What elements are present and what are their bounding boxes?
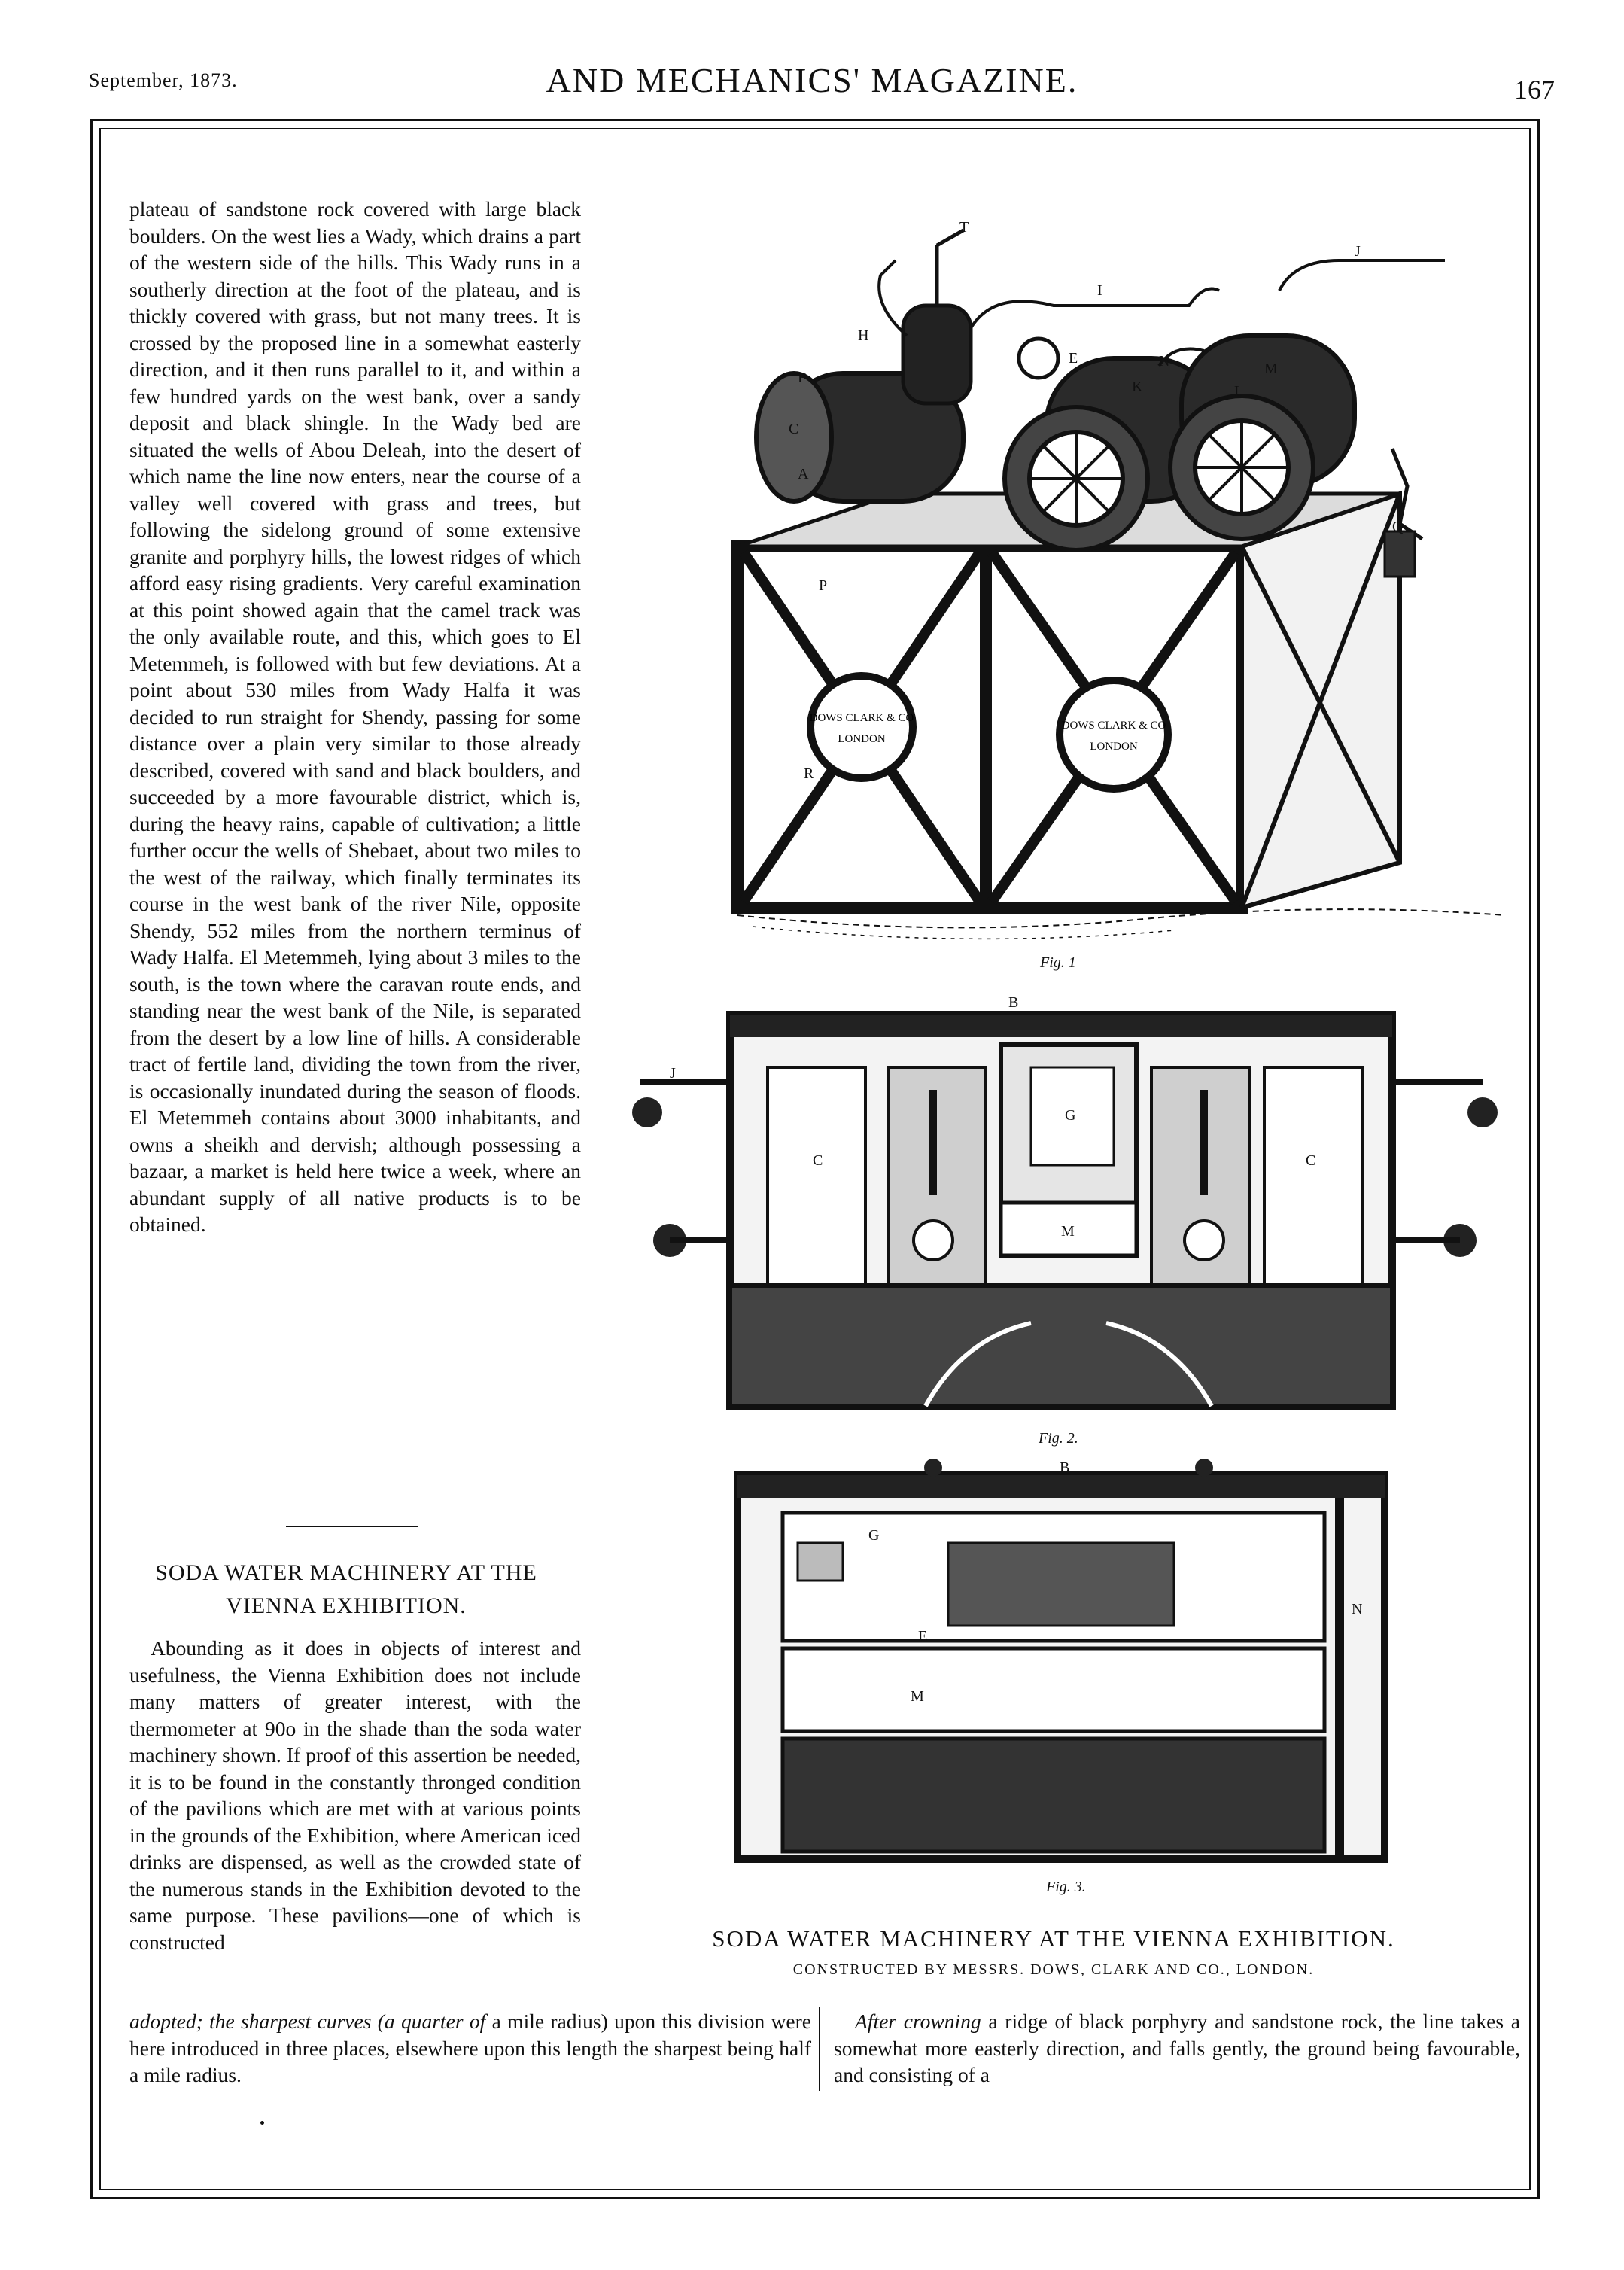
figure-1-letter-h: H (858, 327, 869, 344)
figure-2-letter-b: B (1008, 994, 1019, 1011)
figure-1-letter-p: P (819, 577, 828, 594)
figure-3-letter-n: N (1352, 1601, 1363, 1617)
figure-1-letter-f: F (798, 370, 807, 386)
bottom-left-rest: a mile radius) upon this division were here introduced in three places, elsewhere upon this length the sharpest being half a mile radius. (129, 2010, 811, 2086)
bottom-right-text (834, 2008, 1520, 2089)
figure-1-label: Fig. 1 (1040, 954, 1076, 971)
bottom-right-paragraph (834, 2008, 1520, 2089)
figure-1-letter-n: N (1159, 353, 1170, 370)
bottom-left-paragraph (129, 2008, 811, 2089)
figure-3-letter-m: M (911, 1688, 924, 1705)
figure-1-plate-right-city: LONDON (1090, 741, 1138, 753)
figure-2-label: Fig. 2. (1039, 1430, 1078, 1447)
page-header (0, 60, 1624, 113)
figure-1-plate-left-city: LONDON (838, 733, 886, 745)
figure-1-letter-m: M (1264, 361, 1278, 377)
figure-1-plate-left: DOWS CLARK & CO (809, 712, 914, 724)
figure-1-letter-l: L (1234, 383, 1244, 400)
article-title (105, 1556, 587, 1623)
section-divider (286, 1526, 418, 1527)
figure-subcaption: CONSTRUCTED BY MESSRS. DOWS, CLARK AND CO., LONDON. (792, 1961, 1315, 1978)
column-divider (819, 2007, 820, 2091)
figure-3-label: Fig. 3. (1046, 1879, 1086, 1895)
bottom-right-italic: After crowning (855, 2010, 981, 2033)
figure-1-letter-r: R (804, 765, 814, 782)
left-column (129, 196, 581, 1238)
figure-1-illustration (722, 215, 1520, 975)
figure-1-letter-a: A (798, 466, 809, 482)
page-number: 167 (1514, 75, 1555, 105)
figure-1-letter-t: T (959, 219, 969, 236)
figure-1-letter-q: Q (1392, 519, 1404, 535)
header-date: September, 1873. (89, 69, 238, 91)
figure-3-letter-e: E (918, 1628, 928, 1645)
figure-1-letter-e: E (1069, 350, 1078, 367)
bottom-right-rest: a ridge of black porphyry and sandstone rock, the line takes a somewhat more easterly direction, and falls gently, the ground being favourable, and consisting of a (834, 2010, 1520, 2086)
figure-1-letter-c: C (789, 421, 799, 437)
figure-1-letter-i: I (1097, 282, 1102, 299)
article-paragraph: Abounding as it does in objects of interest and usefulness, the Vienna Exhibition does not include many matters of greater interest, with the thermometer at 90o in the shade than the soda water machinery shown. If proof of this assertion be needed, it is to be found in the constantly thronged condition of the pavilions which are met with at various points in the grounds of the Exhibition, where American iced drinks are dispensed, as well as the crowded state of the numerous stands in the Exhibition devoted to the same purpose. These pavilions—one of which is constructed (129, 1636, 581, 1954)
figure-1-letter-j: J (1355, 243, 1361, 260)
bottom-left-text (129, 2008, 811, 2089)
figure-2-illustration (610, 984, 1520, 1436)
figure-2-letter-c-right: C (1306, 1152, 1316, 1169)
article-title-line2: VIENNA EXHIBITION. (226, 1593, 467, 1618)
figure-3-letter-b: B (1060, 1459, 1070, 1476)
figure-1-letter-k: K (1132, 379, 1143, 395)
article-title-line1: SODA WATER MACHINERY AT THE (155, 1560, 537, 1585)
left-column-text: plateau of sandstone rock covered with large black boulders. On the west lies a Wady, which drains a part of the western side of the hills. This Wady runs in a southerly direction at the foot of the plateau, and is thickly covered with grass, but not many trees. It is crossed by the proposed line in a somewhat easterly direction, and it then runs parallel to it, and within a few hundred yards on the west bank, over a sandy deposit and black shingle. In the Wady bed are situated the wells of Abou Deleah, into the desert of which name the line now enters, near the course of a valley well covered with grass and trees, but following the sidelong ground of some extensive granite and porphyry hills, the lowest ridges of which afford easy rising gradients. Very careful examination at this point showed again that the camel track was the only available route, and this, which goes to El Metemmeh, is followed with but few deviations. At a point about 530 miles from Wady Halfa it was decided to run straight for Shendy, passing for some distance over a plain very similar to those already described, covered with sand and black boulders, and succeeded by a more favourable district, which is, during the heavy rains, capable of cultivation; a little further occur the wells of Shebaet, about two miles to the west of the railway, which finally terminates its course in the west bank of the river Nile, opposite Shendy, 552 miles from the northern terminus of Wady Halfa. El Metemmeh, lying about 3 miles to the south, is the town where the caravan route ends, and standing near the west bank of the Nile, is separated from the desert by a low line of hills. A considerable tract of fertile land, dividing the town from the river, is occasionally inundated during the season of floods. El Metemmeh contains about 3000 inhabitants, and owns a sheikh and dervish; although possessing a bazaar, a market is held here twice a week, where an abundant supply of all native products is to be obtained. (129, 197, 581, 1236)
figure-3-illustration (722, 1453, 1400, 1874)
ink-dot (260, 2121, 264, 2125)
figure-2-letter-c-left: C (813, 1152, 823, 1169)
bottom-left-italic: adopted; the sharpest curves (a quarter of (129, 2010, 486, 2033)
header-title: AND MECHANICS' MAGAZINE. (546, 61, 1078, 99)
article-body (129, 1635, 581, 1955)
figure-1-plate-right: DOWS CLARK & CO (1061, 720, 1166, 732)
figure-2-letter-j: J (670, 1065, 676, 1082)
figure-caption: SODA WATER MACHINERY AT THE VIENNA EXHIBITION. (712, 1925, 1395, 1952)
figure-3-letter-g: G (868, 1527, 880, 1544)
figure-2-letter-m: M (1061, 1223, 1075, 1240)
figure-2-letter-g: G (1065, 1107, 1076, 1124)
